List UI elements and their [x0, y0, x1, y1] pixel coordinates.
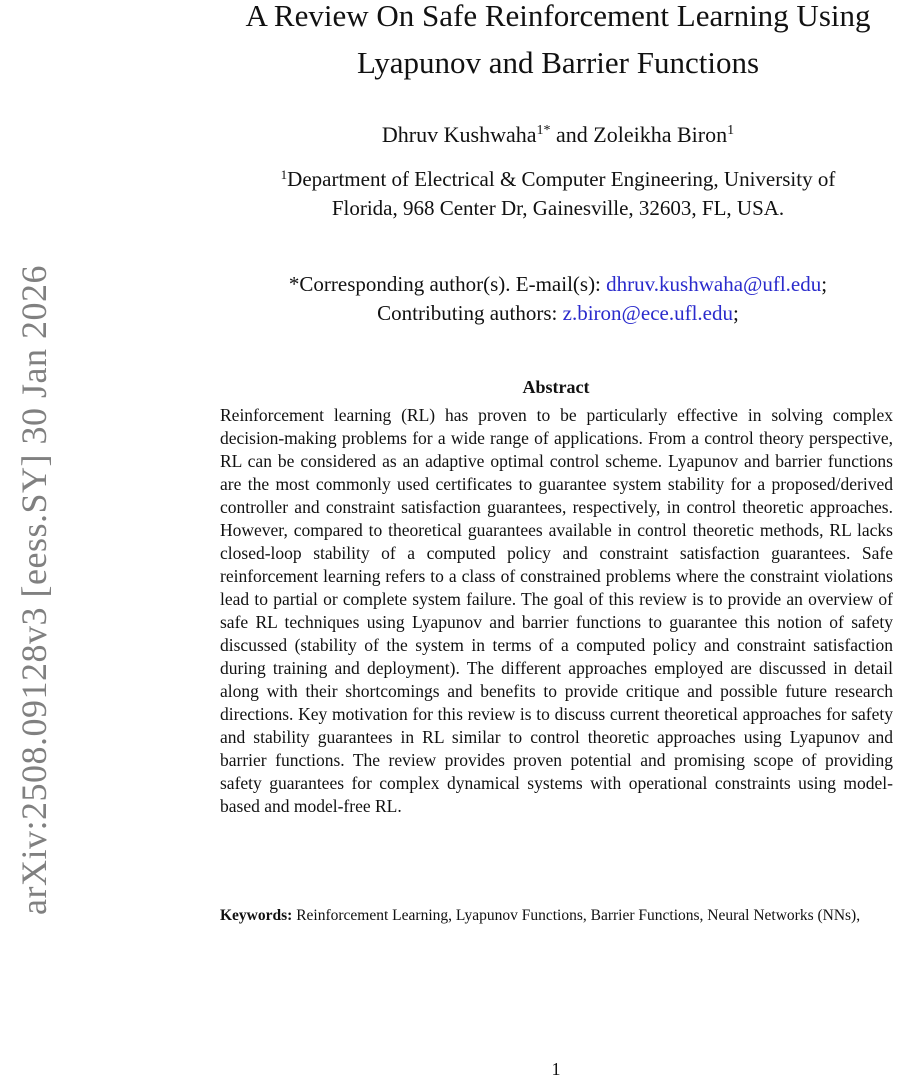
- affiliation-mark: 1: [280, 167, 288, 182]
- abstract-text: Reinforcement learning (RL) has proven to be particularly effective in solving complex decision-making problems for a wide range of applications. From a control theory perspective, RL can be considered as an adaptive optimal control scheme. Lyapunov and barrier functions are the most commonly used certificates to guarantee system stability for a proposed/derived controller and constraint satisfaction guarantees, respectively, in control theoretic approaches. However, compared to theoretical guarantees available in control theoretic methods, RL lacks closed-loop stability of a computed policy and constraint satisfaction guarantees. Safe reinforcement learning refers to a class of constrained problems where the constraint violations lead to partial or complete system failure. The goal of this review is to provide an overview of safe RL techniques using Lyapunov and barrier functions to guarantee this notion of safety discussed (stability of the system in terms of a computed policy and constraint satisfaction during training and deployment). The different approaches employed are discussed in detail along with their shortcomings and benefits to provide critique and possible future research directions. Key motivation for this review is to discuss current theoretical approaches for safety and stability guarantees in RL similar to control theoretic approaches using Lyapunov and barrier functions. The review provides proven potential and promising scope of providing safety guarantees for complex dynamical systems with operational constraints using model-based and model-free RL.: [220, 405, 893, 816]
- contributing-separator: ;: [733, 301, 739, 325]
- affiliation-line-1: [200, 165, 908, 194]
- corresponding-author-line: [200, 270, 908, 299]
- keywords-text: Reinforcement Learning, Lyapunov Functions, Barrier Functions, Neural Networks (NNs),: [296, 907, 861, 924]
- author-2-affiliation-mark: 1: [727, 123, 735, 138]
- affiliation-text-1: Department of Electrical & Computer Engineering, University of: [287, 167, 836, 191]
- contributing-email-link[interactable]: z.biron@ece.ufl.edu: [562, 301, 733, 325]
- corresponding-separator: ;: [821, 272, 828, 296]
- corresponding-email-link[interactable]: dhruv.kushwaha@ufl.edu: [606, 272, 822, 296]
- page-number: 1: [551, 1059, 561, 1079]
- paper-title: [200, 0, 908, 86]
- paper-title-line-2: Lyapunov and Barrier Functions: [356, 45, 760, 80]
- author-1-affiliation-mark: 1*: [536, 123, 551, 138]
- keywords-label: Keywords:: [220, 907, 293, 924]
- affiliation: [200, 165, 908, 223]
- keywords: [220, 905, 893, 927]
- contributing-label: Contributing authors:: [377, 301, 558, 325]
- author-list: [200, 120, 908, 150]
- corresponding-label: *Corresponding author(s). E-mail(s):: [288, 272, 601, 296]
- paper-title-line-1: A Review On Safe Reinforcement Learning Using: [245, 0, 871, 33]
- contact-info: [200, 270, 908, 328]
- author-name-2: Zoleikha Biron: [593, 122, 728, 147]
- contributing-authors-line: [200, 299, 908, 328]
- author-name-1: Dhruv Kushwaha: [381, 122, 537, 147]
- abstract-heading: Abstract: [522, 377, 590, 397]
- author-conjunction: and: [556, 122, 588, 147]
- arxiv-identifier: arXiv:2508.09128v3 [eess.SY] 30 Jan 2026: [14, 265, 54, 915]
- affiliation-line-2: Florida, 968 Center Dr, Gainesville, 32603, FL, USA.: [331, 196, 785, 220]
